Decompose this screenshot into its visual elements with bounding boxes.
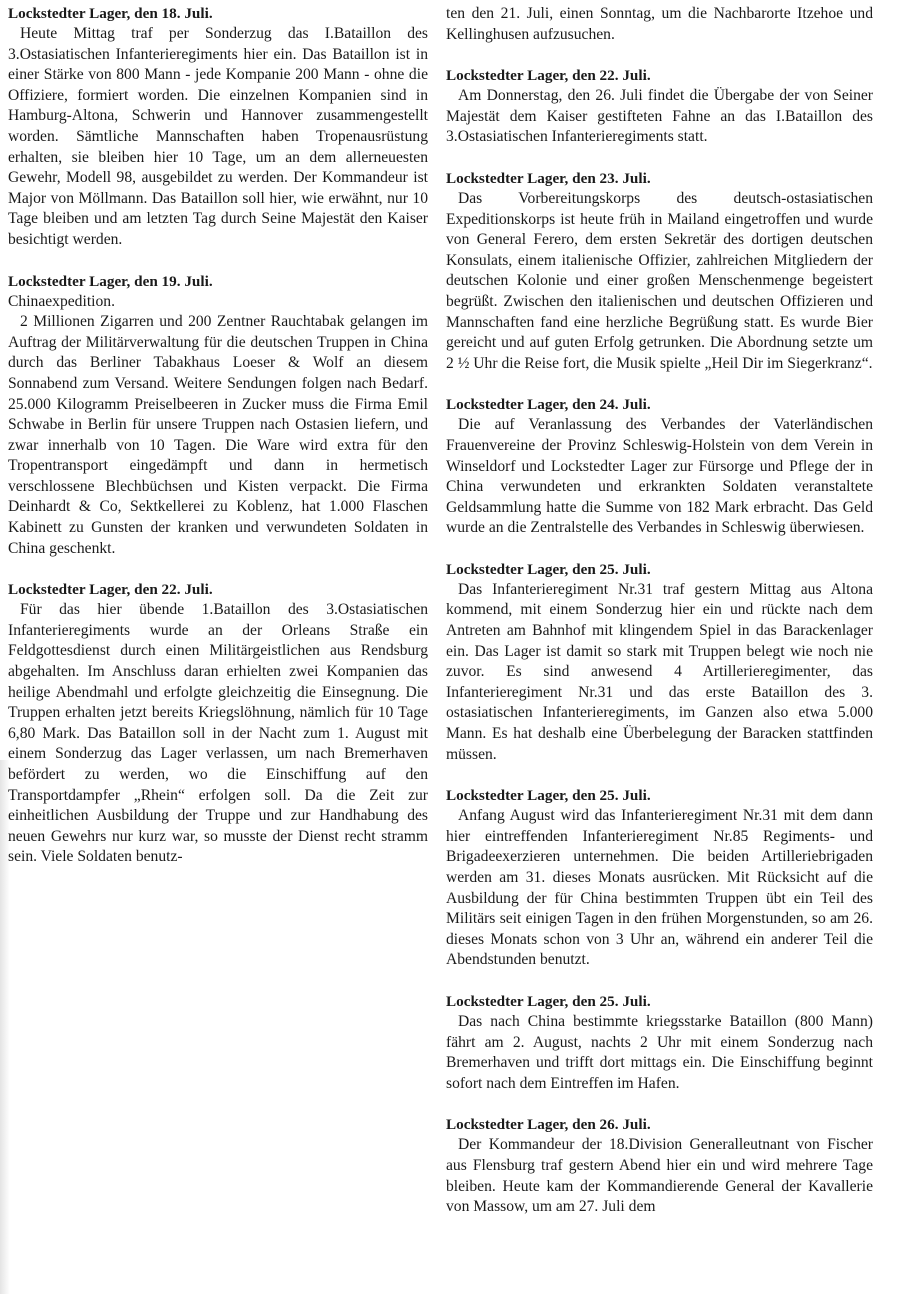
article-body: Das Infanterieregiment Nr.31 traf gestern Mittag aus Altona kommend, mit einem Sonderzug hier ein und rückte nach dem Antreten am Bahnhof mit klingendem Spiel in das Barackenlager ein. Das Lager ist damit so stark mit Truppen belegt wie noch nie zuvor. Es sind anwesend 4 Artillerieregimenter, das Infanterieregiment Nr.31 und das erste Bataillon des 3. ostasiatischen Infanterieregiments, im Ganzen also etwa 5.000 Mann. Es hat deshalb eine Überbelegung der Baracken stattfinden müssen. bbox=[446, 580, 873, 763]
article-18-juli bbox=[8, 4, 428, 251]
article-heading: Lockstedter Lager, den 22. Juli. bbox=[8, 581, 213, 599]
article-body: Das Vorbereitungskorps des deutsch-ostasiatischen Expeditionskorps ist heute früh in Mailand eingetroffen und wurde von General Ferero, dem ersten Sekretär des dortigen deutschen Konsulats, einem italienische Offizier, zahlreichen Mitgliedern der deutschen Kolonie und einer großen Menschenmenge begeistert begrüßt. Zwischen den italienischen und deutschen Offizieren und Mannschaften fand eine herzliche Begrüßung statt. Es wurde Bier gereicht und auf guten Erfolg getrunken. Die Abordnung setzte um 2 ½ Uhr die Reise fort, die Musik spielte „Heil Dir im Siegerkranz“. bbox=[446, 189, 873, 372]
article-25-juli-c bbox=[446, 992, 873, 1094]
article-heading: Lockstedter Lager, den 24. Juli. bbox=[446, 396, 651, 414]
article-heading: Lockstedter Lager, den 26. Juli. bbox=[446, 1116, 651, 1134]
article-body: Heute Mittag traf per Sonderzug das I.Bataillon des 3.Ostasiatischen Infanterieregiments hier ein. Das Bataillon ist in einer Stärke von 800 Mann - jede Kompanie 200 Mann - ohne die Offiziere, formiert worden. Die einzelnen Kompanien sind in Hamburg-Altona, Schwerin und Hannover zusammengestellt worden. Sämtliche Mannschaften haben Tropenausrüstung erhalten, sie bleiben hier 10 Tage, um an dem allerneuesten Gewehr, Modell 98, ausgebildet zu werden. Der Kommandeur ist Major von Möllmann. Das Bataillon soll hier, wie erwähnt, nur 10 Tage bleiben und am letzten Tag durch Seine Majestät den Kaiser besichtigt werden. bbox=[8, 25, 428, 248]
continuation-text: ten den 21. Juli, einen Sonntag, um die Nachbarorte Itzehoe und Kellinghusen aufzusuchen. bbox=[446, 5, 873, 43]
article-22-juli-a bbox=[8, 580, 428, 868]
article-heading: Lockstedter Lager, den 19. Juli. bbox=[8, 272, 213, 290]
article-22-juli-b bbox=[446, 66, 873, 148]
article-25-juli-b bbox=[446, 786, 873, 971]
article-heading: Lockstedter Lager, den 23. Juli. bbox=[446, 169, 651, 187]
article-body: Das nach China bestimmte kriegsstarke Bataillon (800 Mann) fährt am 2. August, nachts 2 Uhr mit einem Sonderzug nach Bremerhaven und trifft dort mittags ein. Die Einschiffung beginnt sofort nach dem Eintreffen im Hafen. bbox=[446, 1012, 873, 1092]
article-body: 2 Millionen Zigarren und 200 Zentner Rauchtabak gelangen im Auftrag der Militärverwaltung für die deutschen Truppen in China durch das Berliner Tabakhaus Loeser & Wolf an diesem Sonnabend zum Versand. Weitere Sendungen folgen nach Bedarf. 25.000 Kilogramm Preiselbeeren in Zucker muss die Firma Emil Schwabe in Berlin für unsere Truppen nach Ostasien liefern, und zwar innerhalb von 10 Tagen. Die Ware wird extra für den Tropentransport eingedämpft und dann in hermetisch verschlossene Blechbüchsen und Kisten verpackt. Die Firma Deinhardt & Co, Sektkellerei zu Koblenz, hat 1.000 Flaschen Kabinett zu Gunsten der kranken und verwundeten Soldaten in China geschenkt. bbox=[8, 313, 428, 557]
article-body: Die auf Veranlassung des Verbandes der Vaterländischen Frauenvereine der Provinz Schleswig-Holstein von dem Verein in Winseldorf und Lockstedter Lager zur Fürsorge und Pflege der in China verwundeten und erkrankten Soldaten veranstaltete Geldsammlung hatte die Summe von 182 Mark erbracht. Das Geld wurde an die Zentralstelle des Verbandes in Schleswig überwiesen. bbox=[446, 416, 873, 537]
article-continuation bbox=[446, 4, 873, 45]
article-heading: Lockstedter Lager, den 22. Juli. bbox=[446, 67, 651, 85]
article-19-juli bbox=[8, 272, 428, 560]
article-23-juli bbox=[446, 169, 873, 374]
article-subtitle: Chinaexpedition. bbox=[8, 292, 115, 310]
article-heading: Lockstedter Lager, den 18. Juli. bbox=[8, 5, 213, 22]
article-25-juli-a bbox=[446, 560, 873, 765]
left-column bbox=[8, 4, 428, 889]
article-heading: Lockstedter Lager, den 25. Juli. bbox=[446, 992, 651, 1010]
article-body: Anfang August wird das Infanterieregiment Nr.31 mit dem dann hier eintreffenden Infanterieregiment Nr.85 Regiments- und Brigadeexerzieren unternehmen. Die beiden Artilleriebrigaden werden am 31. dieses Monats ausrücken. Mit Rücksicht auf die Ausbildung der für China bestimmten Truppen übt ein Teil des Militärs seit einigen Tagen in den frühen Morgenstunden, so am 26. dieses Monats schon von 3 Uhr an, während ein anderer Teil die Abendstunden benutzt. bbox=[446, 807, 873, 969]
article-body: Der Kommandeur der 18.Division Generalleutnant von Fischer aus Flensburg traf gestern Abend hier ein und wird mehrere Tage bleiben. Heute kam der Kommandierende General der Kavallerie von Massow, um am 27. Juli dem bbox=[446, 1136, 873, 1216]
article-heading: Lockstedter Lager, den 25. Juli. bbox=[446, 787, 651, 805]
article-heading: Lockstedter Lager, den 25. Juli. bbox=[446, 560, 651, 578]
right-column bbox=[446, 4, 873, 1239]
article-body: Am Donnerstag, den 26. Juli findet die Übergabe der von Seiner Majestät dem Kaiser gestifteten Fahne an das I.Bataillon des 3.Ostasiatischen Infanterieregiments statt. bbox=[446, 87, 873, 146]
article-body: Für das hier übende 1.Bataillon des 3.Ostasiatischen Infanterieregiments wurde an der Orleans Straße ein Feldgottesdienst durch einen Militärgeistlichen aus Rendsburg abgehalten. Im Anschluss daran erhielten zwei Kompanien das heilige Abendmahl und erfolgte gleichzeitig die Einsegnung. Die Truppen erhalten jetzt bereits Kriegslöhnung, nämlich für 10 Tage 6,80 Mark. Das Bataillon soll in der Nacht zum 1. August mit einem Sonderzug das Lager verlassen, um nach Bremerhaven befördert zu werden, wo die Einschiffung auf den Transportdampfer „Rhein“ erfolgen soll. Da die Zeit zur einheitlichen Ausbildung der Truppe und zur Handhabung des neuen Gewehrs nur kurz war, so musste der Dienst recht stramm sein. Viele Soldaten benutz- bbox=[8, 601, 428, 866]
article-24-juli bbox=[446, 395, 873, 539]
article-26-juli bbox=[446, 1115, 873, 1217]
